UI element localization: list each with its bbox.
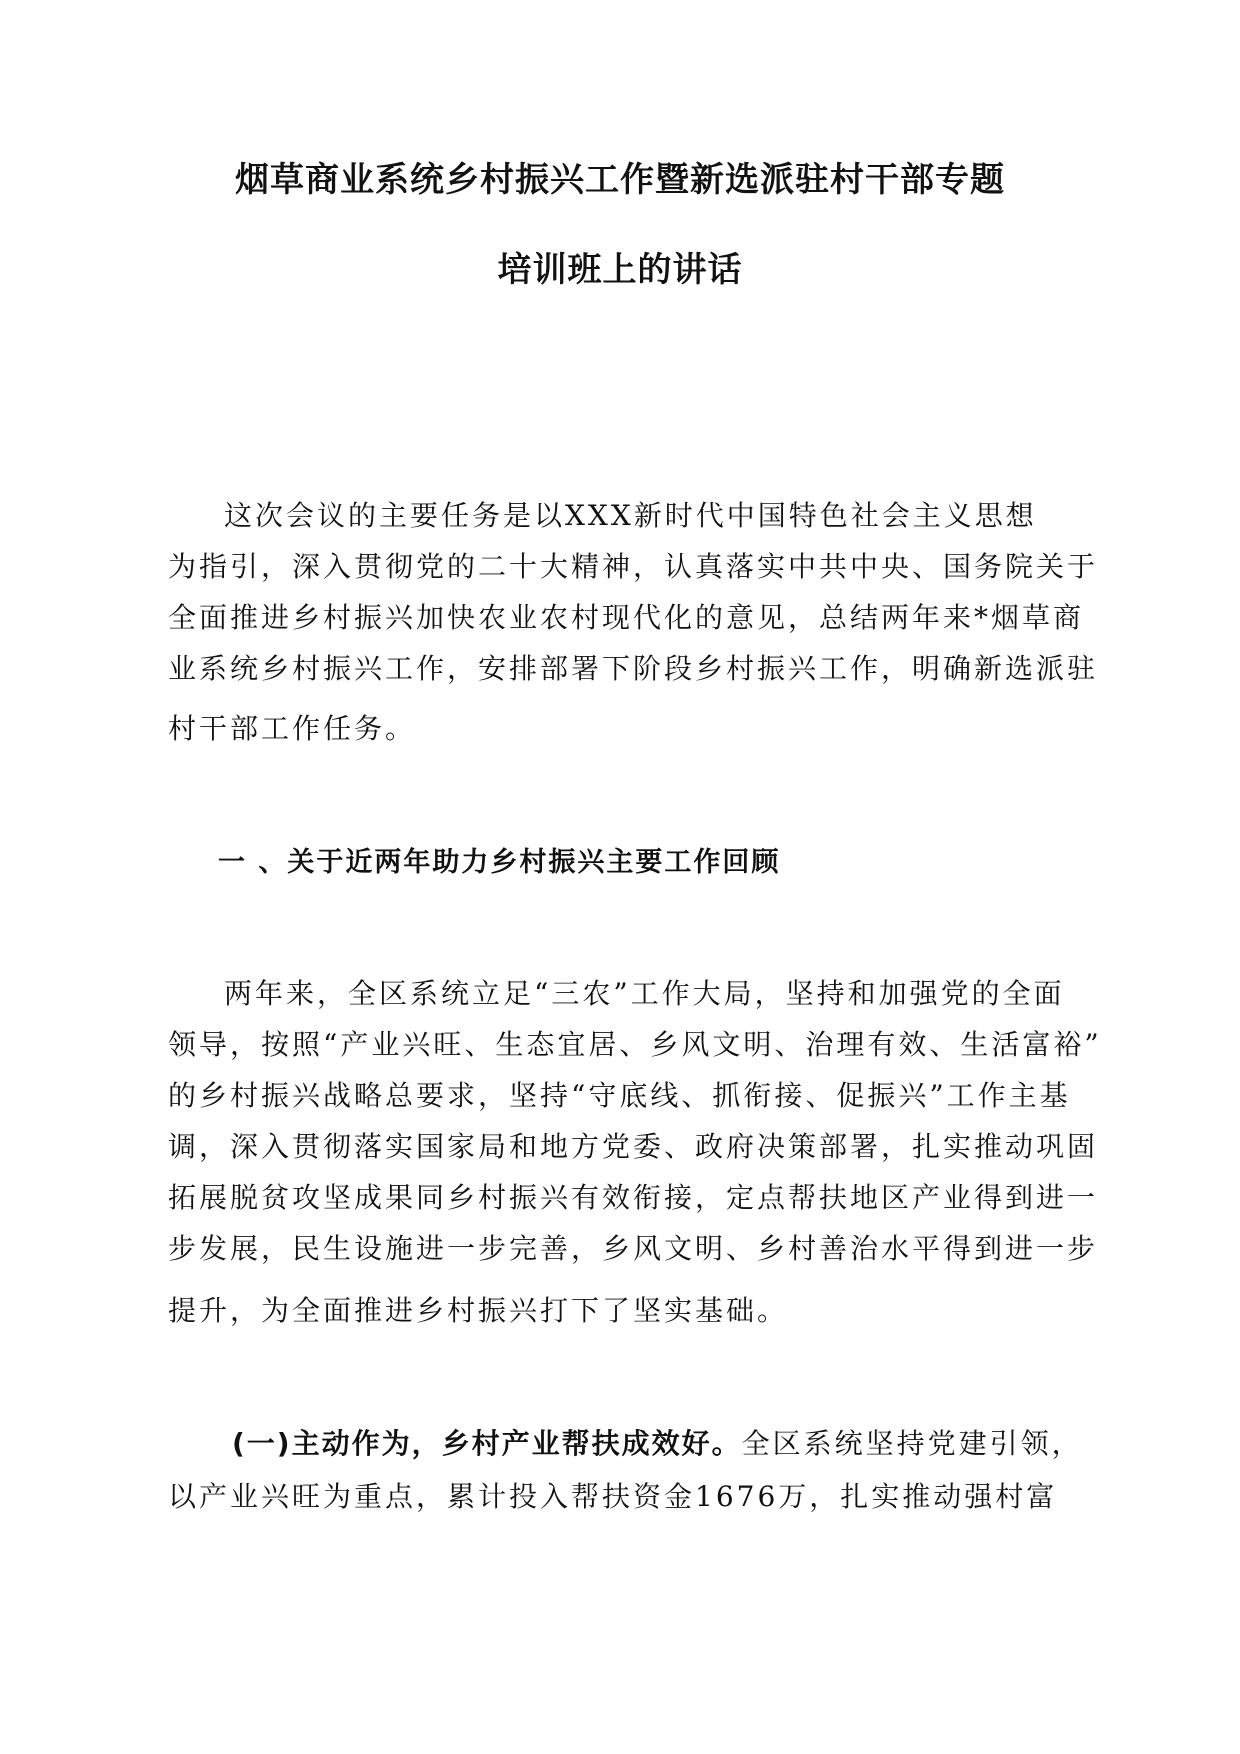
intro-paragraph-line: 村干部工作任务。 — [168, 712, 417, 745]
intro-paragraph-line: 为指引，深入贯彻党的二十大精神，认真落实中共中央、国务院关于 — [168, 550, 1099, 583]
intro-paragraph-line: 业系统乡村振兴工作，安排部署下阶段乡村振兴工作，明确新选派驻 — [168, 652, 1099, 685]
subsection-text: 全区系统坚持党建引领， — [741, 1427, 1083, 1460]
section-paragraph-line: 调，深入贯彻落实国家局和地方党委、政府决策部署，扎实推动巩固 — [168, 1130, 1099, 1163]
section-paragraph-line: 两年来，全区系统立足“三农”工作大局，坚持和加强党的全面 — [224, 977, 1065, 1010]
section-paragraph-line: 拓展脱贫攻坚成果同乡村振兴有效衔接，定点帮扶地区产业得到进一 — [168, 1181, 1099, 1214]
subsection-paragraph-line: 以产业兴旺为重点，累计投入帮扶资金1676万，扎实推动强村富 — [168, 1480, 1058, 1513]
section-paragraph-line: 领导，按照“产业兴旺、生态宜居、乡风文明、治理有效、生活富裕” — [168, 1028, 1102, 1061]
intro-paragraph-line: 全面推进乡村振兴加快农业农村现代化的意见，总结两年来*烟草商 — [168, 601, 1085, 634]
document-title-line-2: 培训班上的讲话 — [497, 250, 743, 290]
subsection-lead: (一)主动作为，乡村产业帮扶成效好。 — [232, 1427, 742, 1460]
subsection-paragraph-line — [232, 1422, 1083, 1462]
document-title-line-1: 烟草商业系统乡村振兴工作暨新选派驻村干部专题 — [235, 160, 1005, 200]
intro-paragraph-line: 这次会议的主要任务是以XXX新时代中国特色社会主义思想 — [224, 499, 1037, 532]
section-paragraph-line: 步发展，民生设施进一步完善，乡风文明、乡村善治水平得到进一步 — [168, 1232, 1099, 1265]
section-paragraph-line: 的乡村振兴战略总要求，坚持“守底线、抓衔接、促振兴”工作主基 — [168, 1079, 1071, 1112]
section-paragraph-line: 提升，为全面推进乡村振兴打下了坚实基础。 — [168, 1294, 789, 1327]
section-heading: 一 、关于近两年助力乡村振兴主要工作回顾 — [218, 847, 781, 878]
